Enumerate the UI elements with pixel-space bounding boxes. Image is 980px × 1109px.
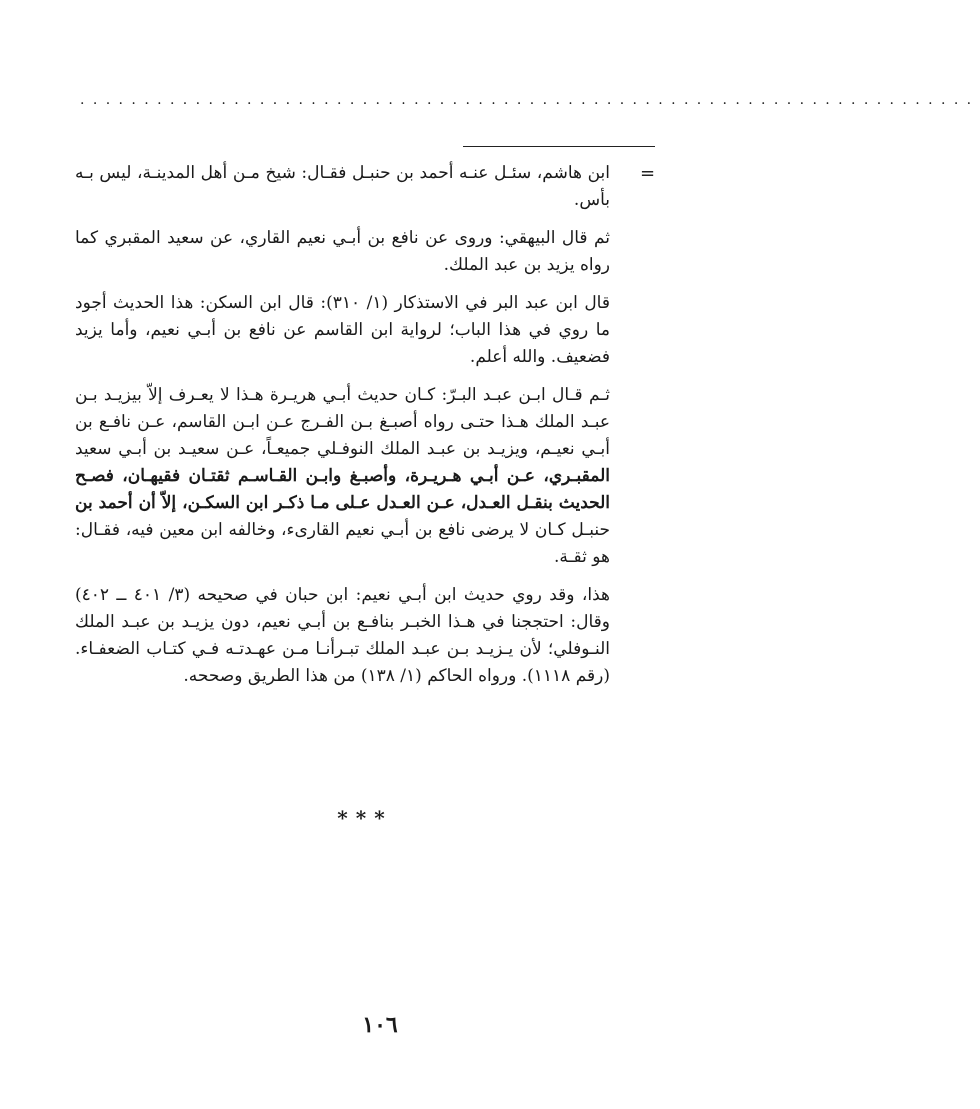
text-line: عبـد الملك هـذا حتـى رواه أصبـغ بـن الفـرج عـن ابـن القاسم، عـن نافـع بن <box>75 412 610 432</box>
text-line: قال ابن عبد البر في الاستذكار (١/ ٣١٠): قال ابن السكن: هذا الحديث أجود <box>75 293 610 313</box>
text-line: حنبـل كـان لا يرضى نافع بن أبـي نعيم القارىء، وخالفه ابن معين فيه، فقـال: <box>75 520 610 540</box>
text-line: الحديث بنقـل العـدل، عـن العـدل عـلى مـا ذكـر ابن السكـن، إلاّ أن أحمد بن <box>75 493 610 513</box>
text-line: هذا، وقد روي حديث ابن أبـي نعيم: ابن حبان في صحيحه (٣/ ٤٠١ ــ ٤٠٢) <box>75 585 610 605</box>
footnote-rule <box>463 146 655 147</box>
text-line: ثم قال البيهقي: وروى عن نافع بن أبـي نعيم القاري، عن سعيد المقبري كما <box>75 228 610 248</box>
text-line: فضعيف. والله أعلم. <box>469 347 610 367</box>
text-line: رواه يزيد بن عبد الملك. <box>443 255 610 275</box>
text-line: هو ثقـة. <box>554 547 610 567</box>
text-line: ما روي في هذا الباب؛ لرواية ابن القاسم عن نافع بن أبـي نعيم، وأما يزيد <box>75 320 610 340</box>
text-line: ابن هاشم، سئـل عنـه أحمد بن حنبـل فقـال: شيخ مـن أهل المدينـة، ليس بـه <box>75 163 610 183</box>
text-line: النـوفلي؛ لأن يـزيـد بـن عبـد الملك تبـرأنـا مـن عهـدتـه فـي كتـاب الضعفـاء. <box>75 639 610 659</box>
text-line: (رقم ١١١٨). ورواه الحاكم (١/ ١٣٨) من هذا الطريق وصححه. <box>183 666 610 686</box>
page-number: ١٠٦ <box>362 1012 398 1038</box>
footnote-body <box>75 160 610 701</box>
section-end-stars: *** <box>337 806 393 830</box>
paragraph-1 <box>75 160 610 214</box>
paragraph-4 <box>75 382 610 571</box>
paragraph-5 <box>75 582 610 690</box>
text-line: أبـي نعيـم، ويزيـد بن عبـد الملك النوفـلي جميعـاً، عـن سعيـد بن أبـي سعيد <box>75 439 610 459</box>
dotted-separator: ...................................................................... <box>80 92 980 108</box>
continuation-marker: = <box>640 163 656 184</box>
paragraph-3 <box>75 290 610 371</box>
paragraph-2 <box>75 225 610 279</box>
text-line: بأس. <box>573 190 610 210</box>
text-line: ثـم قـال ابـن عبـد البـرّ: كـان حديث أبـي هريـرة هـذا لا يعـرف إلاّ بيزيـد بـن <box>75 385 610 405</box>
text-line: وقال: احتججنا في هـذا الخبـر بنافـع بن أبـي نعيم، دون يزيـد بن عبـد الملك <box>75 612 610 632</box>
text-line: المقبـري، عـن أبـي هـريـرة، وأصبـغ وابـن القـاسـم ثقتـان فقيهـان، فصـح <box>75 466 610 486</box>
